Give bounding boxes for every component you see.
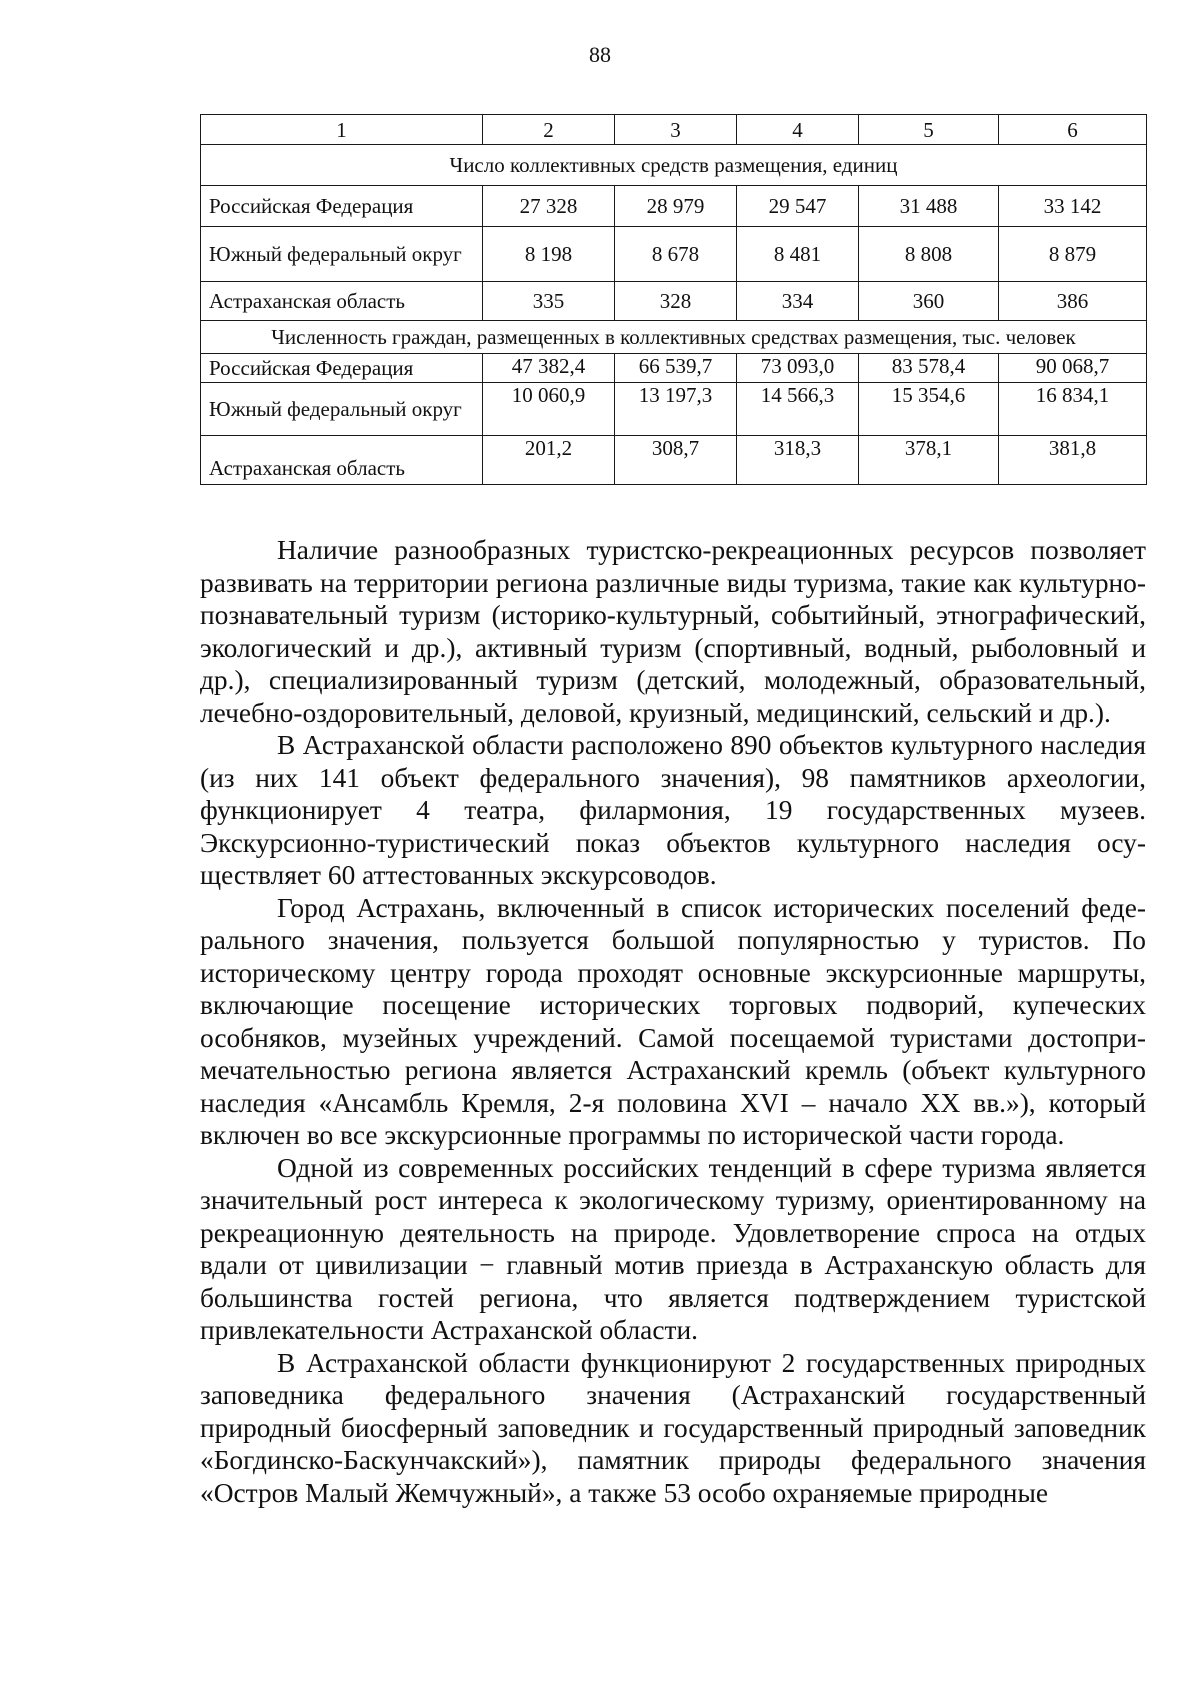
paragraph: В Астраханской области функционируют 2 государственных природных заповедника федерального значения (Астраханский государственный природный биосферный заповедник и государственный природный заповедник «Богдинско-Баскунчакский»), памятник природы федерального значения «Остров Малый Жемчужный», а также 53 особо охраняемые природные (200, 1347, 1146, 1508)
value-cell: 28 979 (615, 186, 737, 227)
value-cell: 83 578,4 (859, 354, 999, 383)
section-title-row (201, 145, 1147, 186)
region-cell: Южный федеральный округ (201, 383, 483, 436)
value-cell: 8 808 (859, 227, 999, 282)
section-title: Число коллективных средств размещения, единиц (201, 145, 1147, 186)
value-cell: 90 068,7 (999, 354, 1147, 383)
table-row (201, 282, 1147, 321)
value-cell: 10 060,9 (483, 383, 615, 436)
value-cell: 16 834,1 (999, 383, 1147, 436)
value-cell: 335 (483, 282, 615, 321)
paragraph: Одной из современных российских тенденций в сфере туризма является значительный рост интереса к экологическому туризму, ориентированному на рекреационную деятельность на природе. Удовлетворение спроса на отдых вдали от цивилизации − главный мотив приезда в Астраханскую область для большинства гостей региона, что является подтверждением туристской привлекательности Астраханской области. (200, 1152, 1146, 1345)
value-cell: 378,1 (859, 436, 999, 485)
value-cell: 381,8 (999, 436, 1147, 485)
value-cell: 8 481 (737, 227, 859, 282)
table-row (201, 436, 1147, 485)
column-header: 5 (859, 115, 999, 145)
table-row (201, 354, 1147, 383)
value-cell: 13 197,3 (615, 383, 737, 436)
table-header-row (201, 115, 1147, 145)
value-cell: 386 (999, 282, 1147, 321)
paragraph: В Астраханской области расположено 890 объектов культурного наследия (из них 141 объект федерального значения), 98 памятников археологии, функционирует 4 театра, филармония, 19 государственных музеев. Экскурсионно-туристический показ объектов культурного наследия осуществляет 60 аттестованных экскурсоводов. (200, 730, 1146, 890)
value-cell: 308,7 (615, 436, 737, 485)
value-cell: 31 488 (859, 186, 999, 227)
value-cell: 8 678 (615, 227, 737, 282)
value-cell: 8 198 (483, 227, 615, 282)
column-header: 6 (999, 115, 1147, 145)
table-row (201, 227, 1147, 282)
table-row (201, 186, 1147, 227)
column-header: 3 (615, 115, 737, 145)
column-header: 1 (201, 115, 483, 145)
value-cell: 334 (737, 282, 859, 321)
value-cell: 8 879 (999, 227, 1147, 282)
value-cell: 201,2 (483, 436, 615, 485)
section-title: Численность граждан, размещенных в коллективных средствах размещения, тыс. человек (201, 321, 1147, 354)
column-header: 2 (483, 115, 615, 145)
value-cell: 15 354,6 (859, 383, 999, 436)
region-cell: Российская Федерация (201, 354, 483, 383)
column-header: 4 (737, 115, 859, 145)
value-cell: 328 (615, 282, 737, 321)
table-row (201, 383, 1147, 436)
value-cell: 33 142 (999, 186, 1147, 227)
page-number: 88 (589, 42, 611, 67)
section-title-row (201, 321, 1147, 354)
value-cell: 29 547 (737, 186, 859, 227)
value-cell: 66 539,7 (615, 354, 737, 383)
paragraph: Наличие разнообразных туристско-рекреационных ресурсов позволяет развивать на территории региона различные виды туризма, такие как культурно-познавательный туризм (историко-культурный, событийный, этнографический, экологический и др.), активный туризм (спортивный, водный, рыболовный и др.), специализированный туризм (детский, молодежный, образовательный, лечебно-оздоровительный, деловой, круизный, медицинский, сельский и др.). (200, 535, 1146, 728)
value-cell: 14 566,3 (737, 383, 859, 436)
value-cell: 27 328 (483, 186, 615, 227)
region-cell: Астраханская область (201, 282, 483, 321)
statistics-table (200, 114, 1147, 485)
region-cell: Астраханская область (201, 436, 483, 485)
region-cell: Южный федеральный округ (201, 227, 483, 282)
value-cell: 47 382,4 (483, 354, 615, 383)
value-cell: 360 (859, 282, 999, 321)
value-cell: 318,3 (737, 436, 859, 485)
value-cell: 73 093,0 (737, 354, 859, 383)
body-text (200, 534, 1146, 1509)
paragraph: Город Астрахань, включенный в список исторических поселений федерального значения, пользуется большой популярностью у туристов. По историческому центру города проходят основные экскурсионные маршруты, включающие посещение исторических торговых подворий, купеческих особняков, музейных учреждений. Самой посещаемой туристами достопримечательностью региона является Астраханский кремль (объект культурного наследия «Ансамбль Кремля, 2-я половина XVI – начало XX вв.»), который включен во все экскурсионные программы по исторической части города. (200, 892, 1146, 1150)
region-cell: Российская Федерация (201, 186, 483, 227)
